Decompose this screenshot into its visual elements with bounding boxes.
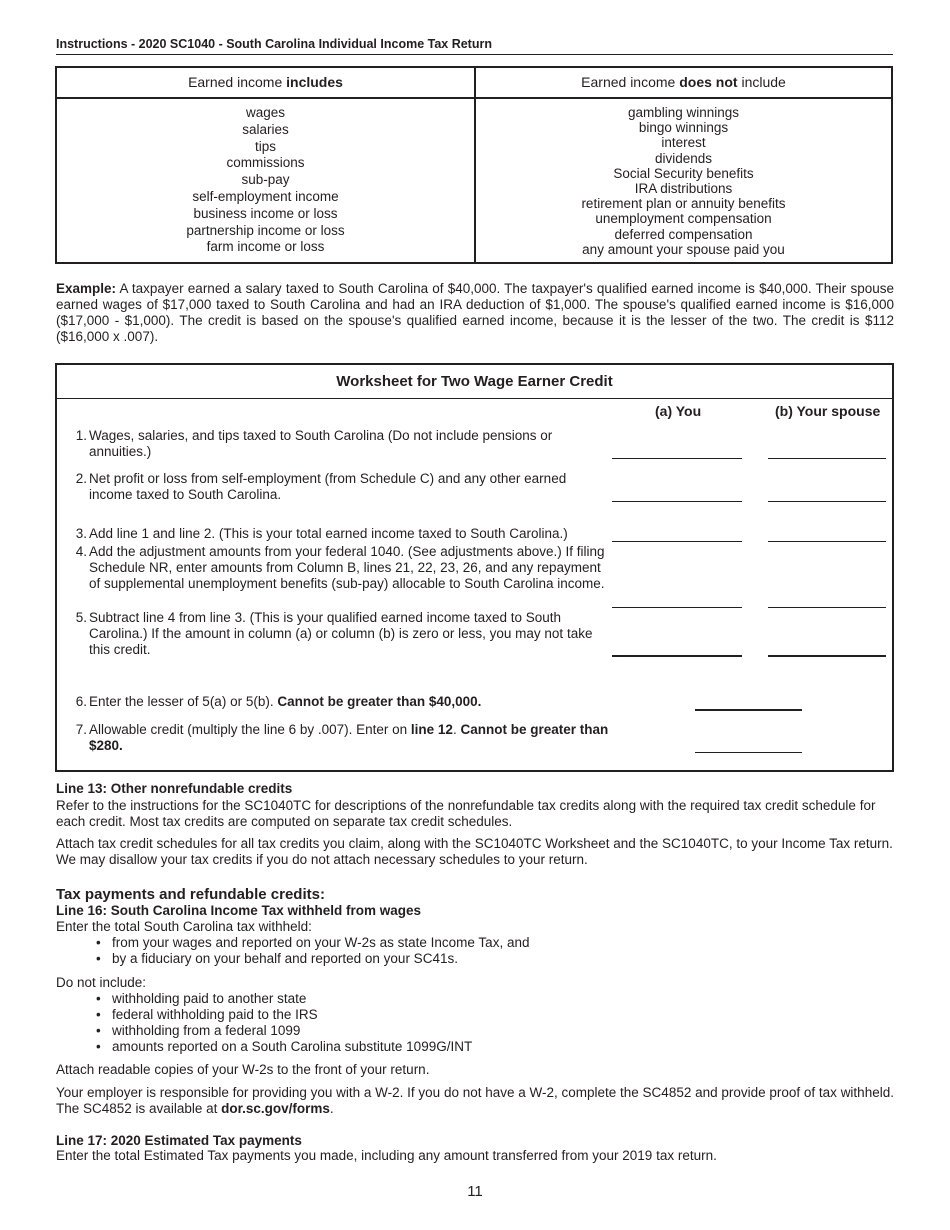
line-text-bold: Cannot be greater than $40,000. [277,694,482,709]
list-item: partnership income or loss [186,222,345,238]
column-a-header: (a) You [655,403,702,419]
line-number: 4. [75,544,87,559]
list-item: salaries [242,121,289,137]
line-number: 1. [75,428,87,443]
line-4b-field[interactable] [768,607,886,608]
list-item: deferred compensation [614,226,753,242]
includes-list [57,99,474,256]
list-item: bingo winnings [638,120,729,136]
worksheet-title: Worksheet for Two Wage Earner Credit [57,365,892,399]
line17-heading: Line 17: 2020 Estimated Tax payments [56,1133,302,1148]
list-item: • federal withholding paid to the IRS [112,1007,472,1023]
list-item: sub-pay [241,172,290,188]
list-item: self-employment income [192,188,339,204]
worksheet-line-3 [69,526,611,542]
line-1a-field[interactable] [612,458,742,459]
line-6-field[interactable] [695,709,802,711]
excludes-header-bold: does not [679,74,738,90]
line-number: 3. [75,526,87,541]
list-item: business income or loss [193,205,338,221]
list-item: any amount your spouse paid you [582,241,785,257]
worksheet-line-2 [69,471,611,503]
line-text: Subtract line 4 from line 3. (This is your qualified earned income taxed to South Carolina.) If the amount in column (a) or column (b) is zero or less, you may not take this credit. [89,610,593,657]
line16-exclude-intro: Do not include: [56,975,147,990]
excludes-header-suffix: include [737,74,786,90]
list-item: IRA distributions [634,181,733,197]
line-5b-field[interactable] [768,655,886,657]
column-b-header: (b) Your spouse [775,403,881,419]
list-item: • from your wages and reported on your W-2s as state Income Tax, and [112,935,529,951]
line-4a-field[interactable] [612,607,742,608]
line-5a-field[interactable] [612,655,742,657]
worksheet-line-6 [69,694,649,710]
list-item: • withholding from a federal 1099 [112,1023,472,1039]
employer-text: Your employer is responsible for providing you with a W-2. If you do not have a W-2, complete the SC4852 and provide proof of tax withheld. The SC4852 is available at [56,1085,894,1116]
worksheet-line-1 [69,428,611,460]
worksheet-line-4 [69,544,611,592]
employer-text-end: . [329,1101,334,1116]
line-text: Wages, salaries, and tips taxed to South Carolina (Do not include pensions or annuities.) [89,428,553,459]
worksheet-line-7 [69,722,611,754]
line-text: . [452,722,461,737]
line-7-field[interactable] [695,752,802,753]
line-number: 7. [75,722,87,737]
line-3a-field[interactable] [612,541,742,542]
earned-income-table [55,66,893,264]
line-text: Enter the lesser of 5(a) or 5(b). [89,694,278,709]
line13-heading: Line 13: Other nonrefundable credits [56,781,293,796]
line13-paragraph-2: Attach tax credit schedules for all tax credits you claim, along with the SC1040TC Worksheet and the SC1040TC, to your Income Tax return. We may disallow your tax credits if you do not attach necessary schedules to your return. [56,836,893,867]
line-number: 2. [75,471,87,486]
payments-heading: Tax payments and refundable credits: [56,886,325,903]
line-1b-field[interactable] [768,458,886,459]
line-text: Add line 1 and line 2. (This is your total earned income taxed to South Carolina.) [89,526,568,541]
list-item: • amounts reported on a South Carolina substitute 1099G/INT [112,1039,472,1055]
example-paragraph [56,281,894,345]
line-text-bold: Cannot be greater than $280. [89,722,609,753]
line-text: Allowable credit (multiply the line 6 by .007). Enter on [89,722,411,737]
list-item: retirement plan or annuity benefits [581,196,786,212]
excludes-header [476,68,891,99]
list-item: dividends [654,150,713,166]
list-item: unemployment compensation [595,211,772,227]
list-item: gambling winnings [627,105,740,120]
list-item: farm income or loss [206,239,325,255]
list-item: tips [254,138,276,154]
list-item: wages [245,105,286,120]
list-item: interest [661,135,706,151]
document-header: Instructions - 2020 SC1040 - South Carolina Individual Income Tax Return [56,37,492,51]
includes-header-bold: includes [286,74,343,90]
line16-include-list [56,935,529,967]
line-text: Net profit or loss from self-employment (from Schedule C) and any other earned income taxed to South Carolina. [89,471,567,502]
line16-exclude-list [56,991,472,1055]
excludes-column [476,68,891,262]
page-number: 11 [467,1183,483,1200]
line17-text: Enter the total Estimated Tax payments you made, including any amount transferred from your 2019 tax return. [56,1148,717,1163]
example-text: A taxpayer earned a salary taxed to South Carolina of $40,000. The taxpayer's qualified earned income is $40,000. Their spouse earned wages of $17,000 taxed to South Carolina and had an IRA deduction of $1,000. The spouse's qualified earned income is $16,000 ($17,000 - $1,000). The credit is based on the spouse's qualified earned income, because it is the lesser of the two. The credit is $112 ($16,000 x .007). [56,281,894,344]
line16-attach-note: Attach readable copies of your W-2s to the front of your return. [56,1062,430,1077]
line-3b-field[interactable] [768,541,886,542]
list-item: commissions [226,155,305,171]
header-rule [56,54,893,55]
line-number: 6. [75,694,87,709]
line16-heading: Line 16: South Carolina Income Tax withheld from wages [56,903,422,918]
list-item: • withholding paid to another state [112,991,472,1007]
forms-link[interactable]: dor.sc.gov/forms [221,1101,330,1116]
includes-column [57,68,476,262]
includes-header-prefix: Earned income [188,74,287,90]
line-2a-field[interactable] [612,501,742,502]
excludes-list [476,99,891,257]
line-text: Add the adjustment amounts from your federal 1040. (See adjustments above.) If filing Schedule NR, enter amounts from Column B, lines 21, 22, 23, 26, and any repayment of supplemental unemployment benefits (sub-pay) allocable to South Carolina income. [89,544,605,591]
line-text-bold: line 12 [410,722,453,737]
list-item: Social Security benefits [613,165,754,181]
line-number: 5. [75,610,87,625]
line13-paragraph-1: Refer to the instructions for the SC1040TC for descriptions of the nonrefundable tax credits along with the required tax credit schedule for each credit. Most tax credits are computed on separate tax credit schedules. [56,798,876,829]
excludes-header-prefix: Earned income [581,74,680,90]
example-label: Example: [56,281,117,296]
line16-employer-note [56,1085,894,1117]
includes-header [57,68,474,99]
worksheet-line-5 [69,610,611,658]
two-wage-earner-worksheet [55,363,894,772]
list-item: • by a fiduciary on your behalf and reported on your SC41s. [112,951,529,967]
line16-intro: Enter the total South Carolina tax withheld: [56,919,312,934]
line-2b-field[interactable] [768,501,886,502]
